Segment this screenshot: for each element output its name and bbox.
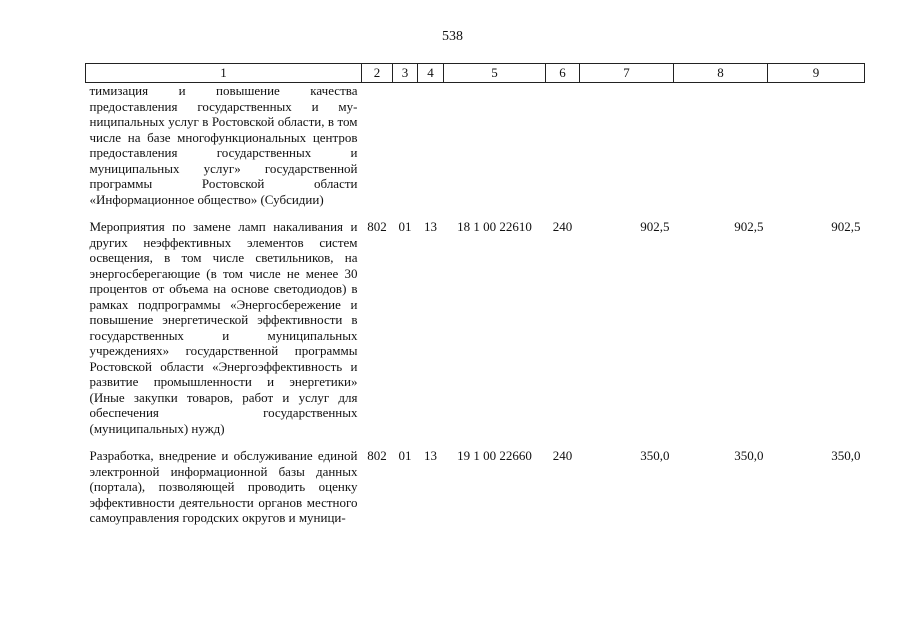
row-subsection: 13 (424, 219, 437, 234)
table-row (86, 83, 865, 208)
row-target-code (444, 83, 546, 208)
header-col-2: 2 (362, 64, 393, 83)
row-target-code: 18 1 00 22610 (457, 219, 532, 234)
row-description: Разработка, внедрение и обслуживание единой электронной информационной базы данных (портала), позволяющей проводить оценку эффективности деятельности органов местного самоуправления городских округов и муници- (89, 448, 358, 525)
row-description: тимизация и повышение качества предоставления государственных и муниципальных услуг в Ростовской области, в том числе на базе многофункциональных центров предоставления государственных и муниципальных услуг» государственной программы Ростовской области «Информационное общество» (Субсидии) (89, 83, 358, 207)
header-col-4: 4 (418, 64, 444, 83)
header-col-5: 5 (444, 64, 546, 83)
row-expense-type: 240 (552, 448, 573, 463)
row-gr-code: 802 (367, 219, 387, 234)
row-section: 01 (398, 219, 412, 234)
row-expense-type (546, 83, 580, 208)
row-amount-col7: 902,5 (640, 219, 670, 234)
header-col-1: 1 (86, 64, 362, 83)
table-row (86, 448, 865, 526)
row-amount-col8 (674, 83, 768, 208)
header-col-8: 8 (674, 64, 768, 83)
row-amount-col7: 350,0 (640, 448, 670, 463)
row-description: Мероприятия по замене ламп накаливания и других неэффективных элементов систем освещения, в том числе светильников, на энергосберегающие (в том числе не менее 30 процентов от объема на основе светодиодов) в рамках подпрограммы «Энергосбережение и повышение энергетической эффективности в государственных и муниципальных учреждениях» государственной программы Ростовской области «Энергоэффективность и развитие промышленности и энергетики» (Иные закупки товаров, работ и услуг для обеспечения государственных (муниципальных) нужд) (89, 219, 358, 436)
row-amount-col9 (768, 83, 865, 208)
row-subsection (418, 83, 444, 208)
row-amount-col8: 902,5 (734, 219, 764, 234)
row-subsection: 13 (424, 448, 437, 463)
row-gr-code (362, 83, 393, 208)
row-gr-code: 802 (367, 448, 387, 463)
row-section (393, 83, 418, 208)
row-amount-col7 (580, 83, 674, 208)
row-amount-col9: 350,0 (831, 448, 861, 463)
page-number: 538 (442, 29, 463, 44)
budget-table (85, 63, 865, 526)
row-section: 01 (398, 448, 412, 463)
row-expense-type: 240 (552, 219, 573, 234)
header-col-7: 7 (580, 64, 674, 83)
header-col-3: 3 (393, 64, 418, 83)
header-col-9: 9 (768, 64, 865, 83)
table-row (86, 219, 865, 436)
row-amount-col9: 902,5 (831, 219, 861, 234)
header-col-6: 6 (546, 64, 580, 83)
row-target-code: 19 1 00 22660 (457, 448, 532, 463)
header-row (86, 64, 865, 83)
row-amount-col8: 350,0 (734, 448, 764, 463)
